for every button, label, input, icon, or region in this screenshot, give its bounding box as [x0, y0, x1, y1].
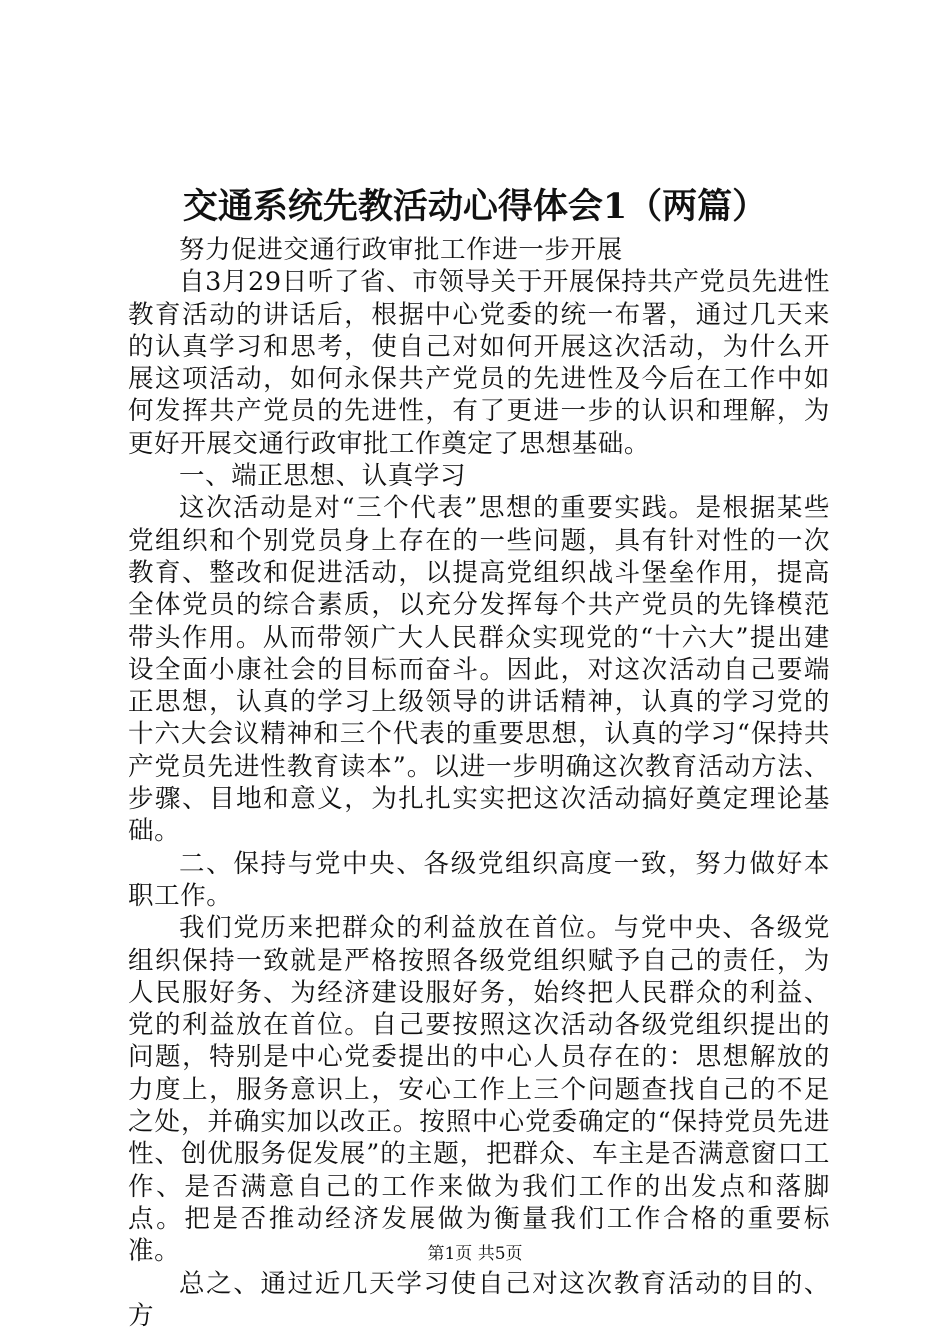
document-body: [128, 234, 830, 1332]
conclusion-paragraph: 总之、通过近几天学习使自己对这次教育活动的目的、方: [128, 1268, 830, 1331]
intro-paragraph: 自3月29日听了省、市领导关于开展保持共产党员先进性教育活动的讲话后，根据中心党委的统一布署，通过几天来的认真学习和思考，使自己对如何开展这次活动，为什么开展这项活动，如何永保共产党员的先进性及今后在工作中如何发挥共产党员的先进性，有了更进一步的认识和理解，为更好开展交通行政审批工作奠定了思想基础。: [128, 267, 830, 459]
section-2-paragraph: 我们党历来把群众的利益放在首位。与党中央、各级党组织保持一致就是严格按照各级党组织赋予自己的责任，为人民服好务、为经济建设服好务，始终把人民群众的利益、党的利益放在首位。自己要按照这次活动各级党组织提出的问题，特别是中心党委提出的中心人员存在的：思想解放的力度上，服务意识上，安心工作上三个问题查找自己的不足之处，并确实加以改正。按照中心党委确定的“保持党员先进性、创优服务促发展”的主题，把群众、车主是否满意窗口工作、是否满意自己的工作来做为我们工作的出发点和落脚点。把是否推动经济发展做为衡量我们工作合格的重要标准。: [128, 913, 830, 1267]
page-footer: 第1页 共5页: [427, 1244, 523, 1264]
section-heading-1: 一、端正思想、认真学习: [179, 461, 467, 492]
subtitle-paragraph: 努力促进交通行政审批工作进一步开展: [179, 235, 623, 265]
section-1-paragraph: 这次活动是对“三个代表”思想的重要实践。是根据某些党组织和个别党员身上存在的一些问题，具有针对性的一次教育、整改和促进活动，以提高党组织战斗堡垒作用，提高全体党员的综合素质，以充分发挥每个共产党员的先锋模范带头作用。从而带领广大人民群众实现党的“十六大”提出建设全面小康社会的目标而奋斗。因此，对这次活动自己要端正思想，认真的学习上级领导的讲话精神，认真的学习党的十六大会议精神和三个代表的重要思想，认真的学习“保持共产党员先进性教育读本”。以进一步明确这次教育活动方法、步骤、目地和意义，为扎扎实实把这次活动搞好奠定理论基础。: [128, 493, 830, 847]
document-title: 交通系统先教活动心得体会1（两篇）: [182, 186, 768, 227]
section-heading-2: 二、保持与党中央、各级党组织高度一致，努力做好本职工作。: [128, 848, 830, 911]
